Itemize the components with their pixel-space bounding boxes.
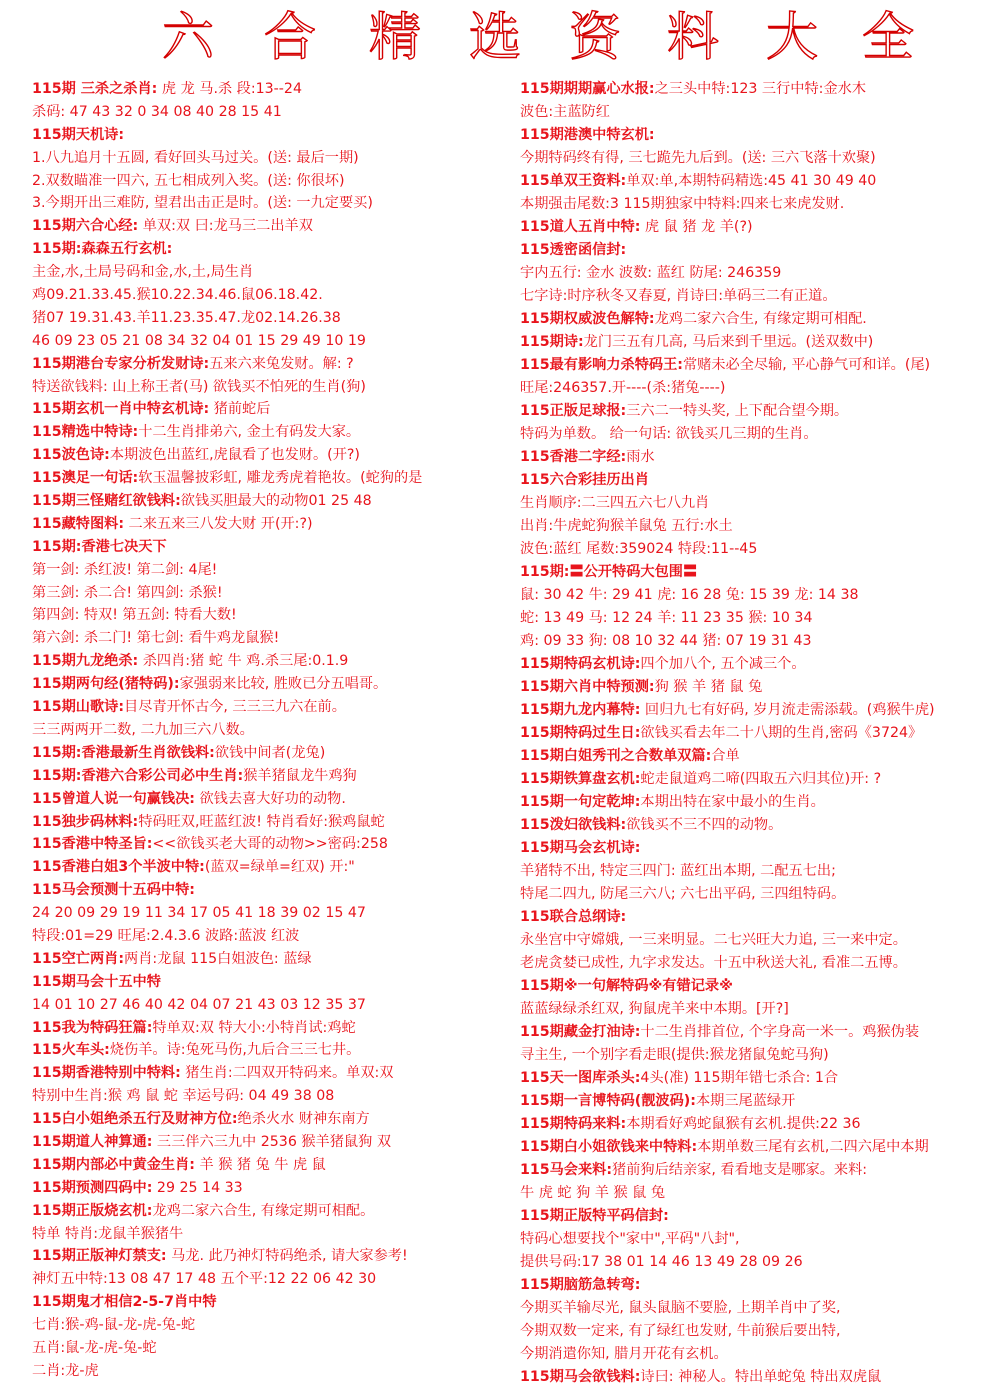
line-heading: 115期天机诗: — [32, 126, 125, 143]
text-line — [520, 354, 1000, 377]
line-text: 羊猪特不出, 特定三四门: 蓝红出本期, 二配五七出; — [520, 863, 836, 879]
line-text: 本期三尾蓝绿开 — [695, 1093, 796, 1109]
text-line — [520, 1067, 1000, 1090]
text-line — [520, 538, 1000, 561]
line-heading: 115期港澳中特玄机: — [520, 127, 655, 143]
line-text: 波色:主蓝防红 — [520, 104, 610, 120]
line-text: 宇内五行: 金水 波数: 蓝红 防尾: 246359 — [520, 265, 782, 281]
line-heading: 115期一句定乾坤: — [520, 794, 641, 810]
text-line — [32, 536, 500, 559]
line-text: 目尽青开怀古今, 三三三九六在前。 — [124, 699, 346, 716]
text-line — [32, 1131, 500, 1154]
title-char: 资 — [568, 8, 621, 68]
text-line — [520, 814, 1000, 837]
line-text: 四个加八个, 五个减三个。 — [640, 656, 806, 672]
line-text: 回归九七有好码, 岁月流走需添载。(鸡猴牛虎) — [640, 702, 935, 718]
line-heading: 115藏特图料: — [32, 515, 125, 532]
line-heading: 115期期期赢心水报: — [520, 81, 655, 97]
line-heading: 115透密函信封: — [520, 242, 627, 258]
line-text: 十二生肖排首位, 个字身高一米一。鸡猴伪装 — [640, 1024, 920, 1040]
line-text: 龙鸡二家六合生, 有缘定期可相配。 — [152, 1202, 375, 1219]
text-line — [520, 446, 1000, 469]
line-heading: 115期道人神算通: — [32, 1133, 153, 1150]
line-text: 特单 特肖:龙鼠羊猴猪牛 — [32, 1225, 184, 1242]
text-line — [520, 998, 1000, 1021]
text-line — [32, 879, 500, 902]
text-line — [32, 811, 500, 834]
line-heading: 115道人五肖中特: — [520, 219, 641, 235]
text-line — [32, 78, 500, 101]
line-text: 3.今期开出三难防, 望君出击正是时。(送: 一九定要买) — [32, 195, 373, 212]
text-line — [32, 307, 500, 330]
line-text: 猪前蛇后 — [209, 401, 271, 418]
line-text: 单双:单,本期特码精选:45 41 30 49 40 — [626, 173, 877, 189]
line-heading: 115期山歌诗: — [32, 699, 125, 716]
text-line — [520, 423, 1000, 446]
line-heading: 115期香港特别中特料: — [32, 1065, 181, 1082]
line-text: 诗曰: 神秘人。特出单蛇兔 特出双虎鼠 — [640, 1369, 882, 1385]
line-heading: 115期正版烧玄机: — [32, 1202, 153, 1219]
line-text: 第一剑: 杀红波! 第二剑: 4尾! — [32, 561, 218, 578]
line-text: 欲钱买不三不四的动物。 — [626, 817, 783, 833]
line-text: 蓝蓝绿绿杀红双, 狗鼠虎羊来中本期。[开?] — [520, 1001, 789, 1017]
line-heading: 115期 三杀之杀肖: — [32, 81, 158, 97]
line-text: 之三头中特:123 三行中特:金水木 — [654, 81, 867, 97]
text-line — [32, 902, 500, 925]
line-heading: 115香港二字经: — [520, 449, 627, 465]
text-line — [520, 1274, 1000, 1297]
line-text: 三六二一特头奖, 上下配合望今期。 — [626, 403, 849, 419]
line-text: 今期特码终有得, 三七跪先九后到。(送: 三六飞落十欢聚) — [520, 150, 876, 166]
title-char: 大 — [765, 8, 818, 68]
line-text: 欲钱中间者(龙兔) — [214, 744, 326, 761]
line-text: 第四剑: 特双! 第五剑: 特看大数! — [32, 607, 237, 624]
text-line — [32, 627, 500, 650]
text-line — [32, 1268, 500, 1291]
text-line — [520, 124, 1000, 147]
line-heading: 115马会预测十五码中特: — [32, 882, 195, 899]
text-line — [32, 925, 500, 948]
text-line — [520, 1297, 1000, 1320]
text-line — [520, 906, 1000, 929]
line-text: 本期看好鸡蛇鼠猴有玄机.提供:22 36 — [626, 1116, 861, 1132]
line-text: 特段:01=29 旺尾:2.4.3.6 波路:蓝波 红波 — [32, 927, 300, 944]
line-text: 特送欲钱料: 山上称王者(马) 欲钱买不怕死的生肖(狗) — [32, 378, 366, 395]
text-line — [520, 147, 1000, 170]
line-text: 老虎贪婪已成性, 九字求发达。十五中秋送大礼, 看准二五博。 — [520, 955, 907, 971]
line-text: 本期单数三尾有玄机,二四六尾中本期 — [697, 1139, 929, 1155]
line-text: 特码为单数。 给一句话: 欲钱买几三期的生肖。 — [520, 426, 818, 442]
text-line — [520, 308, 1000, 331]
line-text: 14 01 10 27 46 40 42 04 07 21 43 03 12 35 37 — [32, 996, 366, 1013]
text-line — [32, 833, 500, 856]
text-line — [32, 147, 500, 170]
line-text: 杀码: 47 43 32 0 34 08 40 28 15 41 — [32, 103, 282, 120]
text-line — [520, 1343, 1000, 1366]
line-heading: 115期一言博特码(靓波码): — [520, 1093, 696, 1109]
line-heading: 115联合总纲诗: — [520, 909, 627, 925]
line-heading: 115期白小姐欲钱来中特料: — [520, 1139, 698, 1155]
text-line — [32, 559, 500, 582]
line-text: 五肖:鼠-龙-虎-兔-蛇 — [32, 1339, 157, 1356]
text-line — [32, 1085, 500, 1108]
line-text: 蛇: 13 49 马: 12 24 羊: 11 23 35 猴: 10 34 — [520, 610, 813, 626]
text-line — [32, 673, 500, 696]
line-text: 本期波色出蓝红,虎鼠看了也发财。(开?) — [109, 447, 360, 464]
line-text: 生肖顺序:二三四五六七八九肖 — [520, 495, 710, 511]
line-heading: 115正版足球报: — [520, 403, 627, 419]
line-text: 虎 鼠 猪 龙 羊(?) — [640, 219, 753, 235]
line-text: 29 25 14 33 — [152, 1179, 243, 1196]
line-heading: 115香港中特圣旨: — [32, 836, 153, 853]
text-line — [520, 1136, 1000, 1159]
line-text: 雨水 — [626, 449, 655, 465]
text-line — [520, 1251, 1000, 1274]
line-text: <<欲钱买老大哥的动物>>密码:258 — [152, 836, 388, 853]
line-heading: 115白小姐绝杀五行及财神方位: — [32, 1111, 238, 1128]
line-heading: 115波色诗: — [32, 447, 110, 464]
line-heading: 115六合彩挂历出肖 — [520, 472, 649, 488]
text-line — [520, 952, 1000, 975]
line-heading: 115期权威波色解特: — [520, 311, 655, 327]
line-text: 波色:蓝红 尾数:359024 特段:11--45 — [520, 541, 758, 557]
line-text: 软玉温馨披彩虹, 雕龙秀虎着艳妆。(蛇狗的是 — [138, 470, 423, 487]
text-line — [520, 584, 1000, 607]
line-heading: 115曾道人说一句赢钱决: — [32, 790, 195, 807]
text-line — [32, 994, 500, 1017]
line-text: 出肖:牛虎蛇狗猴羊鼠兔 五行:水土 — [520, 518, 733, 534]
line-text: 马龙. 此乃神灯特码绝杀, 请大家参考! — [166, 1248, 408, 1265]
line-heading: 115期鬼才相信2-5-7肖中特 — [32, 1294, 217, 1311]
text-line — [32, 765, 500, 788]
line-heading: 115最有影响力杀特码王: — [520, 357, 683, 373]
line-heading: 115期:香港最新生肖欲钱料: — [32, 744, 215, 761]
text-line — [32, 261, 500, 284]
text-line — [32, 719, 500, 742]
line-text: 4头(准) 115期年错七杀合: 1合 — [640, 1070, 839, 1086]
line-heading: 115期马会欲钱料: — [520, 1369, 641, 1385]
line-text: 狗 猴 羊 猪 鼠 兔 — [654, 679, 763, 695]
line-text: 鸡09.21.33.45.猴10.22.34.46.鼠06.18.42. — [32, 287, 323, 304]
text-line — [32, 948, 500, 971]
line-text: 二肖:龙-虎 — [32, 1362, 99, 1379]
text-line — [520, 216, 1000, 239]
line-heading: 115期:香港六合彩公司必中生肖: — [32, 767, 244, 784]
text-line — [520, 929, 1000, 952]
line-heading: 115期正版神灯禁支: — [32, 1248, 167, 1265]
line-heading: 115期:森森五行玄机: — [32, 241, 173, 258]
text-line — [32, 490, 500, 513]
text-line — [32, 467, 500, 490]
line-text: 46 09 23 05 21 08 34 32 04 01 15 29 49 10 19 — [32, 332, 366, 349]
text-line — [32, 238, 500, 261]
text-line — [32, 513, 500, 536]
text-line — [520, 630, 1000, 653]
line-heading: 115期内部必中黄金生肖: — [32, 1156, 195, 1173]
text-line — [32, 1245, 500, 1268]
line-text: 永坐宫中守嫦娥, 一三来明显。二七兴旺大力追, 三一来中定。 — [520, 932, 907, 948]
line-text: 神灯五中特:13 08 47 17 48 五个平:12 22 06 42 30 — [32, 1271, 377, 1288]
line-heading: 115期特码来料: — [520, 1116, 627, 1132]
line-text: 第六剑: 杀二门! 第七剑: 看牛鸡龙鼠猴! — [32, 630, 280, 647]
line-heading: 115期六肖中特预测: — [520, 679, 655, 695]
line-heading: 115我为特码狂篇: — [32, 1019, 153, 1036]
text-line — [520, 791, 1000, 814]
line-text: 合单 — [711, 748, 740, 764]
text-line — [32, 1200, 500, 1223]
line-text: 今期买羊输尽光, 鼠头鼠脑不要脸, 上期羊肖中了奖, — [520, 1300, 841, 1316]
text-line — [520, 469, 1000, 492]
line-text: 主金,水,土局号码和金,水,土,局生肖 — [32, 264, 254, 281]
text-line — [520, 285, 1000, 308]
text-line — [520, 561, 1000, 584]
text-line — [520, 239, 1000, 262]
title-char: 精 — [368, 8, 421, 68]
text-line — [32, 101, 500, 124]
line-heading: 115期两句经(猪特码): — [32, 676, 180, 693]
text-line — [32, 1177, 500, 1200]
text-line — [520, 193, 1000, 216]
line-heading: 115期铁算盘玄机: — [520, 771, 641, 787]
line-heading: 115期特码玄机诗: — [520, 656, 641, 672]
line-text: 2.双数瞄准一四六, 五七相成列入奖。(送: 你很坏) — [32, 172, 345, 189]
page-title — [0, 0, 1008, 74]
text-line — [520, 1205, 1000, 1228]
line-text: 旺尾:246357.开----(杀:猪兔----) — [520, 380, 726, 396]
text-line — [520, 699, 1000, 722]
line-heading: 115单双王资料: — [520, 173, 627, 189]
text-line — [32, 1360, 500, 1383]
line-text: 1.八九追月十五圆, 看好回头马过关。(送: 最后一期) — [32, 149, 359, 166]
line-heading: 115期特码过生日: — [520, 725, 641, 741]
text-line — [32, 124, 500, 147]
line-text: 24 20 09 29 19 11 34 17 05 41 18 39 02 15 47 — [32, 905, 366, 922]
text-line — [32, 742, 500, 765]
text-line — [520, 975, 1000, 998]
line-heading: 115泼妇欲钱料: — [520, 817, 627, 833]
line-text: 本期出特在家中最小的生肖。 — [640, 794, 825, 810]
line-text: 特单双:双 特大小:小特肖试:鸡蛇 — [152, 1019, 356, 1036]
line-text: 十二生肖排弟六, 金土有码发大家。 — [138, 424, 361, 441]
text-line — [32, 856, 500, 879]
text-line — [520, 1320, 1000, 1343]
line-text: 提供号码:17 38 01 14 46 13 49 28 09 26 — [520, 1254, 803, 1270]
text-line — [520, 607, 1000, 630]
line-heading: 115期玄机一肖中特玄机诗: — [32, 401, 210, 418]
line-text: 猪07 19.31.43.羊11.23.35.47.龙02.14.26.38 — [32, 309, 341, 326]
text-line — [520, 492, 1000, 515]
line-heading: 115澳足一句话: — [32, 470, 139, 487]
text-line — [520, 262, 1000, 285]
text-line — [32, 170, 500, 193]
title-char: 全 — [861, 8, 914, 68]
line-text: 二来五来三八发大财 开(开:?) — [124, 515, 313, 532]
text-line — [520, 101, 1000, 124]
line-text: 今期双数一定来, 有了绿红也发财, 牛前猴后要出特, — [520, 1323, 841, 1339]
line-text: 虎 龙 马.杀 段:13--24 — [157, 81, 302, 97]
line-heading: 115期脑筋急转弯: — [520, 1277, 641, 1293]
text-line — [520, 1182, 1000, 1205]
line-text: 两肖:龙鼠 115白姐波色: 蓝绿 — [124, 950, 312, 967]
text-line — [32, 1314, 500, 1337]
right-column — [520, 78, 1000, 1389]
line-text: 绝杀火水 财神东南方 — [237, 1111, 370, 1128]
line-heading: 115期九龙内幕特: — [520, 702, 641, 718]
line-text: 特码心想要找个"家中",平码"八封", — [520, 1231, 740, 1247]
text-line — [32, 1223, 500, 1246]
text-line — [520, 1021, 1000, 1044]
line-text: 鸡: 09 33 狗: 08 10 32 44 猪: 07 19 31 43 — [520, 633, 812, 649]
line-text: (蓝双=绿单=红双) 开:" — [204, 859, 355, 876]
text-line — [520, 745, 1000, 768]
line-text: 欲钱买看去年二十八期的生肖,密码《3724》 — [640, 725, 923, 741]
line-text: 特别中生肖:猴 鸡 鼠 蛇 幸运号码: 04 49 38 08 — [32, 1088, 335, 1105]
text-line — [32, 1154, 500, 1177]
title-char: 合 — [263, 8, 316, 68]
line-text: 三三两两开二数, 二九加三六八数。 — [32, 721, 254, 738]
text-line — [32, 788, 500, 811]
text-line — [32, 1062, 500, 1085]
line-text: 七肖:猴-鸡-鼠-龙-虎-兔-蛇 — [32, 1317, 196, 1334]
line-text: 羊 猴 猪 兔 牛 虎 鼠 — [194, 1156, 326, 1173]
text-line — [520, 377, 1000, 400]
text-line — [520, 837, 1000, 860]
line-text: 鼠: 30 42 牛: 29 41 虎: 16 28 兔: 15 39 龙: 14 38 — [520, 587, 859, 603]
text-line — [520, 400, 1000, 423]
line-text: 常赌未必全尽输, 平心静气可和详。(尾) — [682, 357, 931, 373]
text-line — [520, 1044, 1000, 1067]
line-text: 特尾二四九, 防尾三六八; 六七出平码, 三四组特码。 — [520, 886, 846, 902]
line-heading: 115期藏金打油诗: — [520, 1024, 641, 1040]
text-line — [32, 330, 500, 353]
line-text: 单双:双 曰:龙马三二出羊双 — [138, 218, 313, 235]
line-text: 第三剑: 杀二合! 第四剑: 杀猴! — [32, 584, 223, 601]
text-line — [520, 722, 1000, 745]
text-line — [520, 768, 1000, 791]
line-heading: 115期正版特平码信封: — [520, 1208, 669, 1224]
text-line — [32, 1291, 500, 1314]
text-line — [520, 78, 1000, 101]
left-column — [32, 78, 500, 1383]
text-line — [32, 376, 500, 399]
text-line — [520, 331, 1000, 354]
line-text: 猪前狗后结亲家, 看看地支是哪家。来料: — [612, 1162, 868, 1178]
text-line — [32, 192, 500, 215]
text-line — [520, 1366, 1000, 1389]
text-line — [520, 1228, 1000, 1251]
title-char: 料 — [666, 8, 719, 68]
line-heading: 115期预测四码中: — [32, 1179, 153, 1196]
text-line — [32, 398, 500, 421]
line-text: 龙门三五有几高, 马后来到千里远。(送双数中) — [583, 334, 874, 350]
text-line — [32, 582, 500, 605]
line-heading: 115独步码林料: — [32, 813, 139, 830]
text-line — [32, 444, 500, 467]
text-line — [520, 883, 1000, 906]
line-heading: 115精选中特诗: — [32, 424, 139, 441]
text-line — [32, 215, 500, 238]
line-heading: 115期※一句解特码※有错记录※ — [520, 978, 733, 994]
text-line — [32, 284, 500, 307]
line-heading: 115香港白姐3个半波中特: — [32, 859, 205, 876]
text-line — [520, 1090, 1000, 1113]
text-line — [32, 1337, 500, 1360]
line-heading: 115期诗: — [520, 334, 584, 350]
text-line — [32, 1017, 500, 1040]
line-text: 家强弱来比较, 胜败已分五唱哥。 — [179, 676, 388, 693]
text-line — [520, 860, 1000, 883]
line-text: 五来六来兔发财。解: ? — [209, 355, 354, 372]
line-heading: 115火车头: — [32, 1042, 110, 1059]
line-text: 杀四肖:猪 蛇 牛 鸡.杀三尾:0.1.9 — [138, 653, 349, 670]
text-line — [520, 653, 1000, 676]
text-line — [32, 353, 500, 376]
line-text: 七字诗:时序秋冬又春夏, 肖诗曰:单码三二有正道。 — [520, 288, 837, 304]
line-heading: 115期三怪赌红欲钱料: — [32, 493, 181, 510]
line-heading: 115期马会十五中特 — [32, 973, 161, 990]
line-text: 烧伤羊。诗:兔死马伤,九后合三三七井。 — [109, 1042, 361, 1059]
line-heading: 115期白姐秀刊之合数单双篇: — [520, 748, 712, 764]
line-text: 猪生肖:二四双开特码来。单双:双 — [180, 1065, 394, 1082]
line-heading: 115期:〓公开特码大包围〓 — [520, 564, 698, 580]
line-heading: 115天一图库杀头: — [520, 1070, 641, 1086]
title-char: 选 — [468, 8, 521, 68]
text-line — [32, 421, 500, 444]
line-heading: 115期九龙绝杀: — [32, 653, 139, 670]
text-line — [520, 1113, 1000, 1136]
text-line — [520, 1159, 1000, 1182]
line-text: 蛇走鼠道鸡二啼(四取五六归其位)开: ? — [640, 771, 882, 787]
text-line — [520, 170, 1000, 193]
text-line — [520, 676, 1000, 699]
line-heading: 115期港台专家分析发财诗: — [32, 355, 210, 372]
line-text: 本期强击尾数:3 115期独家中特料:四来七来虎发财. — [520, 196, 845, 212]
line-text: 牛 虎 蛇 狗 羊 猴 鼠 兔 — [520, 1185, 666, 1201]
title-char: 六 — [161, 8, 214, 68]
line-text: 今期消遣你知, 腊月开花有玄机。 — [520, 1346, 728, 1362]
text-line — [32, 971, 500, 994]
line-text: 欲钱去喜大好功的动物. — [194, 790, 346, 807]
line-text: 龙鸡二家六合生, 有缘定期可相配. — [654, 311, 867, 327]
line-text: 特码旺双,旺蓝红波! 特肖看好:猴鸡鼠蛇 — [138, 813, 385, 830]
line-text: 寻主生, 一个别字看走眼(提供:猴龙猪鼠兔蛇马狗) — [520, 1047, 829, 1063]
line-text: 三三伴六三九中 2536 猴羊猪鼠狗 双 — [152, 1133, 392, 1150]
text-line — [32, 604, 500, 627]
text-line — [32, 1108, 500, 1131]
text-line — [520, 515, 1000, 538]
text-line — [32, 650, 500, 673]
line-text: 欲钱买胆最大的动物01 25 48 — [180, 493, 372, 510]
line-text: 猴羊猪鼠龙牛鸡狗 — [243, 767, 357, 784]
text-line — [32, 696, 500, 719]
line-heading: 115期:香港七决天下 — [32, 538, 167, 555]
line-heading: 115期马会玄机诗: — [520, 840, 641, 856]
line-heading: 115空亡两肖: — [32, 950, 125, 967]
text-line — [32, 1039, 500, 1062]
line-heading: 115期六合心经: — [32, 218, 139, 235]
line-heading: 115马会来料: — [520, 1162, 613, 1178]
